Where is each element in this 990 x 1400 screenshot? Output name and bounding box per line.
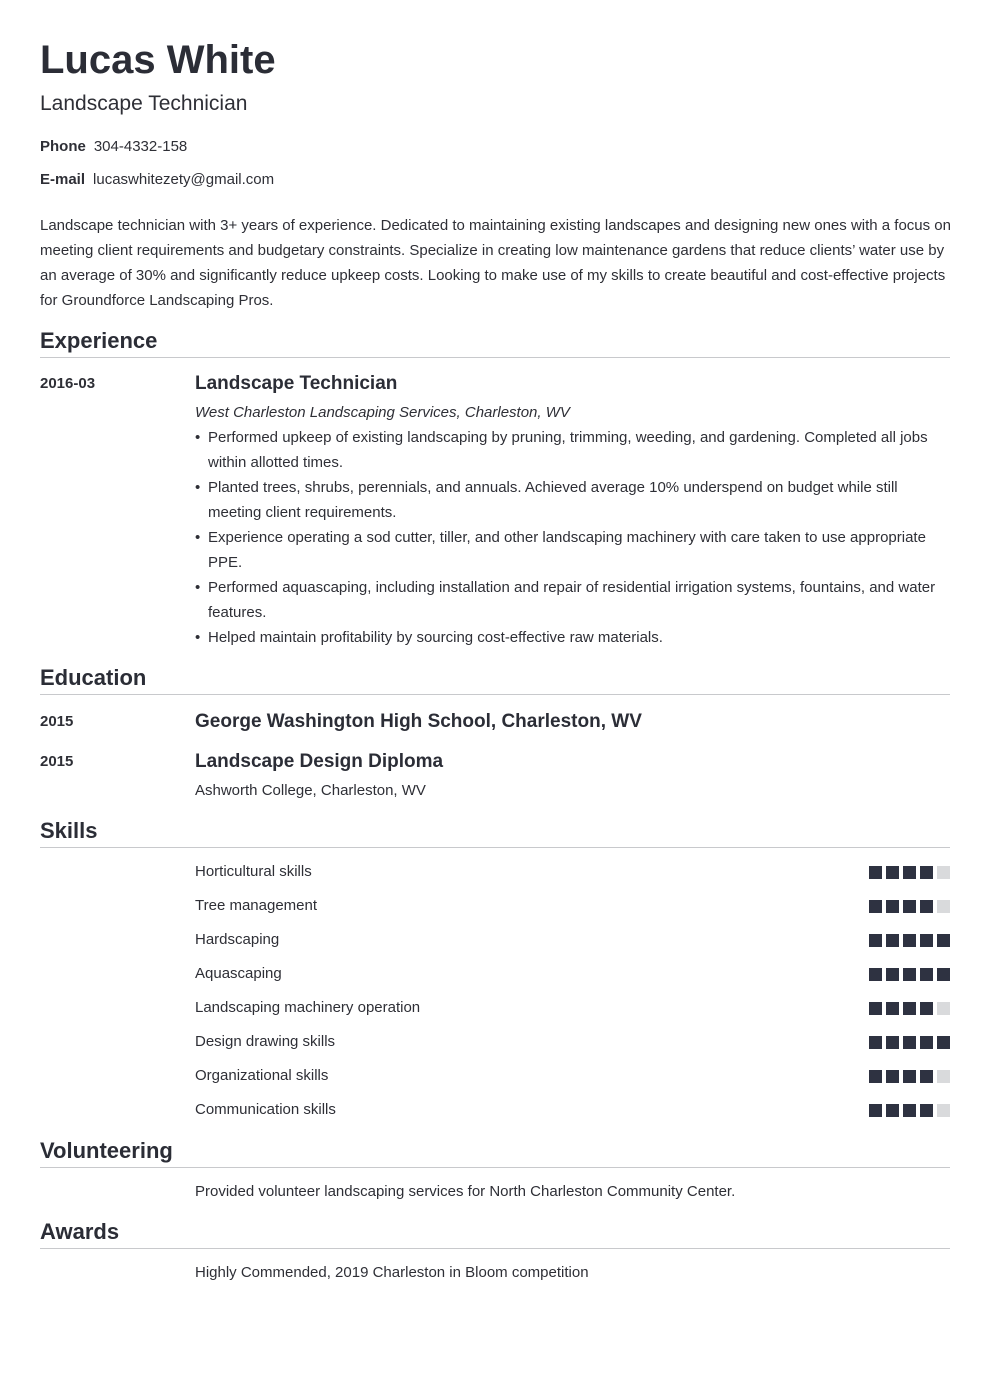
- awards-heading-text: Awards: [40, 1219, 120, 1244]
- phone-value: 304-4332-158: [93, 138, 188, 155]
- rating-dot-filled: [869, 900, 882, 913]
- job-bullet: • Helped maintain profitability by sourcing cost-effective raw materials.: [195, 625, 950, 650]
- rating-dot-filled: [869, 1104, 882, 1117]
- email-label: E-mail: [40, 171, 86, 188]
- rating-dot-filled: [869, 1036, 882, 1049]
- skill-rating: [865, 968, 950, 981]
- rating-dot-filled: [937, 968, 950, 981]
- volunteering-heading-text: Volunteering: [40, 1138, 173, 1163]
- rating-dot-filled: [886, 1104, 899, 1117]
- phone-label: Phone: [40, 138, 86, 155]
- rating-dot-filled: [937, 934, 950, 947]
- rating-dot-empty: [937, 1002, 950, 1015]
- education-date: 2015: [40, 713, 74, 730]
- rating-dot-filled: [886, 1070, 899, 1083]
- job-date: 2016-03: [40, 375, 96, 392]
- education-heading-text: Education: [40, 665, 147, 690]
- skill-rating: [865, 900, 950, 913]
- rating-dot-filled: [920, 1070, 933, 1083]
- education-title: George Washington High School, Charleston, WV: [195, 711, 642, 732]
- skill-row: [195, 1032, 950, 1052]
- rating-dot-filled: [920, 1002, 933, 1015]
- rating-dot-filled: [886, 934, 899, 947]
- skills-heading-text: Skills: [40, 818, 98, 843]
- education-detail: Ashworth College, Charleston, WV: [195, 782, 426, 799]
- rating-dot-filled: [869, 968, 882, 981]
- volunteering-text: Provided volunteer landscaping services for North Charleston Community Center.: [195, 1183, 736, 1200]
- skill-rating: [865, 866, 950, 879]
- candidate-headline: Landscape Technician: [40, 92, 248, 115]
- rating-dot-filled: [886, 1036, 899, 1049]
- skill-name: Aquascaping: [195, 965, 282, 982]
- education-date: 2015: [40, 753, 74, 770]
- skill-rating: [865, 1002, 950, 1015]
- rating-dot-filled: [903, 1104, 916, 1117]
- skill-rating: [865, 934, 950, 947]
- skill-row: [195, 1066, 950, 1086]
- skill-name: Communication skills: [195, 1101, 336, 1118]
- rating-dot-filled: [920, 1036, 933, 1049]
- candidate-name: Lucas White: [40, 38, 276, 82]
- skill-name: Horticultural skills: [195, 863, 312, 880]
- rating-dot-filled: [920, 900, 933, 913]
- rating-dot-filled: [903, 1002, 916, 1015]
- rating-dot-filled: [869, 1002, 882, 1015]
- rating-dot-empty: [937, 900, 950, 913]
- rating-dot-filled: [903, 900, 916, 913]
- volunteering-heading: [40, 1137, 950, 1168]
- skill-rating: [865, 1036, 950, 1049]
- email-row: [40, 170, 274, 190]
- phone-row: [40, 137, 187, 157]
- skill-row: [195, 930, 950, 950]
- rating-dot-empty: [937, 1104, 950, 1117]
- rating-dot-filled: [920, 866, 933, 879]
- rating-dot-filled: [903, 968, 916, 981]
- skill-rating: [865, 1104, 950, 1117]
- profile-summary: Landscape technician with 3+ years of experience. Dedicated to maintaining existing landscapes and designing new ones with a focus on meeting client requirements and budgetary constraints. Specialize in creating low maintenance gardens that reduce clients’ water use by an average of 30% and significantly reduce upkeep costs. Looking to make use of my skills to create beautiful and cost-effective projects for Groundforce Landscaping Pros.: [40, 217, 951, 309]
- education-heading: [40, 664, 950, 695]
- rating-dot-filled: [920, 968, 933, 981]
- education-title: Landscape Design Diploma: [195, 751, 444, 772]
- job-bullet: • Planted trees, shrubs, perennials, and annuals. Achieved average 10% underspend on budget while still meeting client requirements.: [195, 475, 950, 525]
- rating-dot-empty: [937, 1070, 950, 1083]
- skills-heading: [40, 817, 950, 848]
- awards-text: Highly Commended, 2019 Charleston in Bloom competition: [195, 1264, 589, 1281]
- job-bullets: [195, 425, 950, 650]
- rating-dot-filled: [903, 934, 916, 947]
- skill-name: Hardscaping: [195, 931, 280, 948]
- job-bullet: • Performed upkeep of existing landscaping by pruning, trimming, weeding, and gardening. Completed all jobs within allotted times.: [195, 425, 950, 475]
- rating-dot-filled: [869, 1070, 882, 1083]
- skill-row: [195, 1100, 950, 1120]
- skill-name: Organizational skills: [195, 1067, 329, 1084]
- email-value: lucaswhitezety@gmail.com: [93, 171, 275, 188]
- rating-dot-filled: [903, 1036, 916, 1049]
- rating-dot-filled: [937, 1036, 950, 1049]
- rating-dot-filled: [903, 1070, 916, 1083]
- job-bullet: • Performed aquascaping, including installation and repair of residential irrigation systems, fountains, and water features.: [195, 575, 950, 625]
- skill-name: Design drawing skills: [195, 1033, 336, 1050]
- skill-row: [195, 964, 950, 984]
- experience-heading-text: Experience: [40, 328, 158, 353]
- rating-dot-filled: [869, 934, 882, 947]
- experience-heading: [40, 327, 950, 358]
- skill-rating: [865, 1070, 950, 1083]
- rating-dot-filled: [886, 900, 899, 913]
- rating-dot-filled: [869, 866, 882, 879]
- skill-row: [195, 896, 950, 916]
- rating-dot-filled: [886, 968, 899, 981]
- rating-dot-filled: [903, 866, 916, 879]
- awards-heading: [40, 1218, 950, 1249]
- rating-dot-empty: [937, 866, 950, 879]
- skill-name: Tree management: [195, 897, 318, 914]
- skill-row: [195, 862, 950, 882]
- skill-row: [195, 998, 950, 1018]
- rating-dot-filled: [920, 934, 933, 947]
- rating-dot-filled: [920, 1104, 933, 1117]
- rating-dot-filled: [886, 866, 899, 879]
- rating-dot-filled: [886, 1002, 899, 1015]
- job-bullet: • Experience operating a sod cutter, tiller, and other landscaping machinery with care taken to use appropriate PPE.: [195, 525, 950, 575]
- job-title: Landscape Technician: [195, 373, 398, 394]
- skill-name: Landscaping machinery operation: [195, 999, 421, 1016]
- job-company: West Charleston Landscaping Services, Charleston, WV: [195, 404, 570, 421]
